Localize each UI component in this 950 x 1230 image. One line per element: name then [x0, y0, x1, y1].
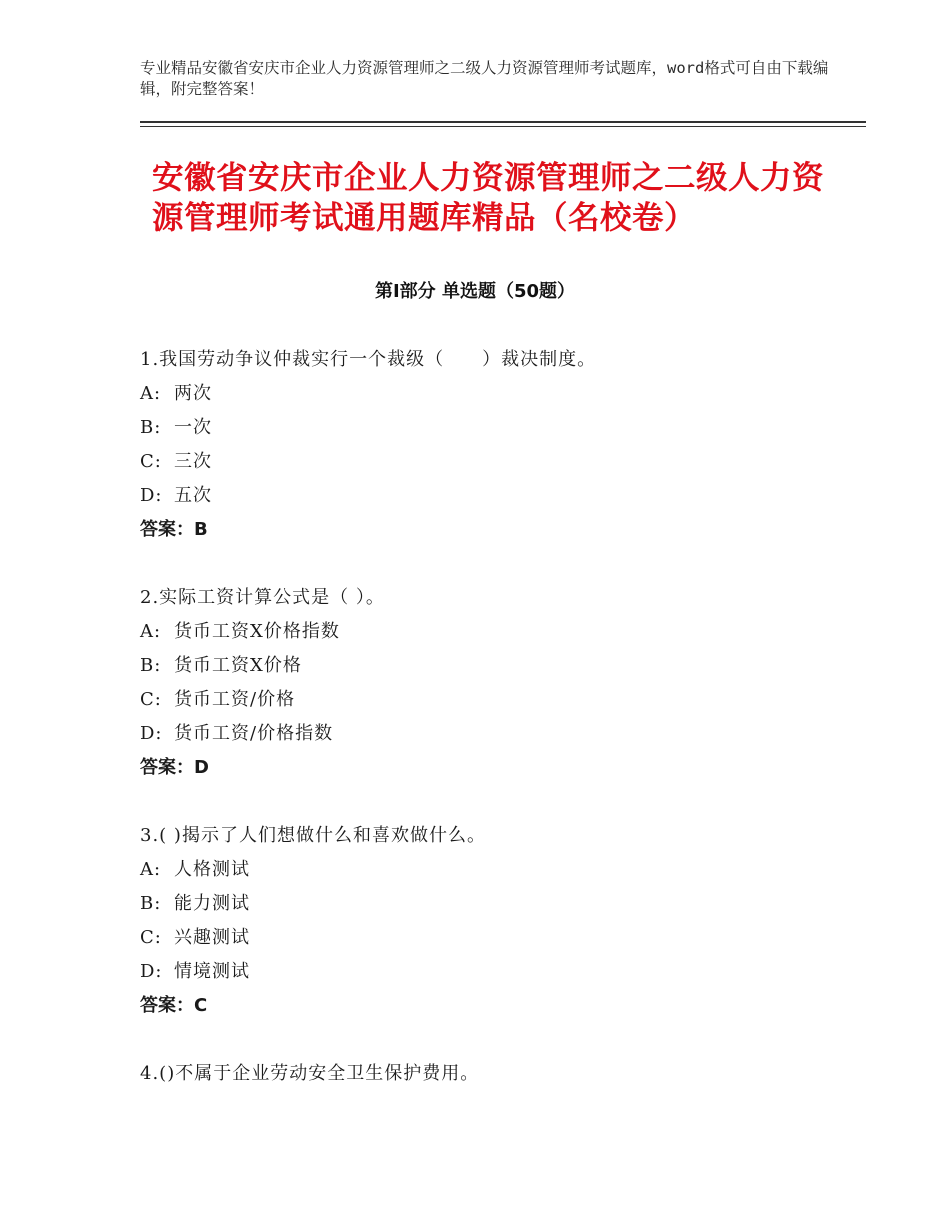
question-1 [140, 343, 840, 547]
option-b [140, 411, 840, 445]
option-text: 能力测试 [174, 893, 250, 914]
option-c [140, 921, 840, 955]
question-stem: 2.实际工资计算公式是（ ）。 [140, 587, 385, 608]
question-3 [140, 819, 840, 1023]
answer-line: 答案：B [140, 519, 208, 540]
section-title: 第Ⅰ部分 单选题（50题） [374, 281, 575, 302]
option-a [140, 615, 840, 649]
header-rule-thin [140, 126, 866, 127]
option-text: 两次 [174, 383, 212, 404]
option-letter: A: [140, 859, 162, 880]
option-b [140, 649, 840, 683]
option-letter: C: [140, 927, 162, 948]
option-text: 人格测试 [174, 859, 250, 880]
option-letter: B: [140, 417, 162, 438]
option-b [140, 887, 840, 921]
answer-line: 答案：C [140, 995, 208, 1016]
option-text: 兴趣测试 [174, 927, 250, 948]
option-text: 货币工资X价格 [174, 655, 302, 676]
header-rule-thick [140, 121, 866, 123]
option-text: 情境测试 [174, 961, 250, 982]
question-4 [140, 1057, 840, 1091]
answer-line: 答案：D [140, 757, 209, 778]
option-letter: B: [140, 893, 162, 914]
option-text: 五次 [174, 485, 212, 506]
option-letter: A: [140, 383, 162, 404]
option-text: 货币工资/价格指数 [174, 723, 334, 744]
option-text: 货币工资/价格 [174, 689, 296, 710]
question-2 [140, 581, 840, 785]
option-a [140, 377, 840, 411]
question-stem: 3.( )揭示了人们想做什么和喜欢做什么。 [140, 825, 486, 846]
option-letter: D: [140, 485, 163, 506]
option-d [140, 479, 840, 513]
option-letter: C: [140, 451, 162, 472]
option-c [140, 683, 840, 717]
option-c [140, 445, 840, 479]
document-title: 安徽省安庆市企业人力资源管理师之二级人力资源管理师考试通用题库精品（名校卷） [152, 160, 825, 236]
question-stem: 4.()不属于企业劳动安全卫生保护费用。 [140, 1063, 480, 1084]
header-note: 专业精品安徽省安庆市企业人力资源管理师之二级人力资源管理师考试题库，word格式可自由下载编辑，附完整答案！ [140, 59, 829, 98]
option-letter: A: [140, 621, 162, 642]
option-letter: D: [140, 723, 163, 744]
option-text: 三次 [174, 451, 212, 472]
option-d [140, 717, 840, 751]
option-d [140, 955, 840, 989]
option-letter: B: [140, 655, 162, 676]
option-letter: D: [140, 961, 163, 982]
option-a [140, 853, 840, 887]
option-text: 一次 [174, 417, 212, 438]
option-letter: C: [140, 689, 162, 710]
question-list [140, 343, 840, 1125]
question-stem: 1.我国劳动争议仲裁实行一个裁级（ ）裁决制度。 [140, 349, 597, 370]
option-text: 货币工资X价格指数 [174, 621, 340, 642]
